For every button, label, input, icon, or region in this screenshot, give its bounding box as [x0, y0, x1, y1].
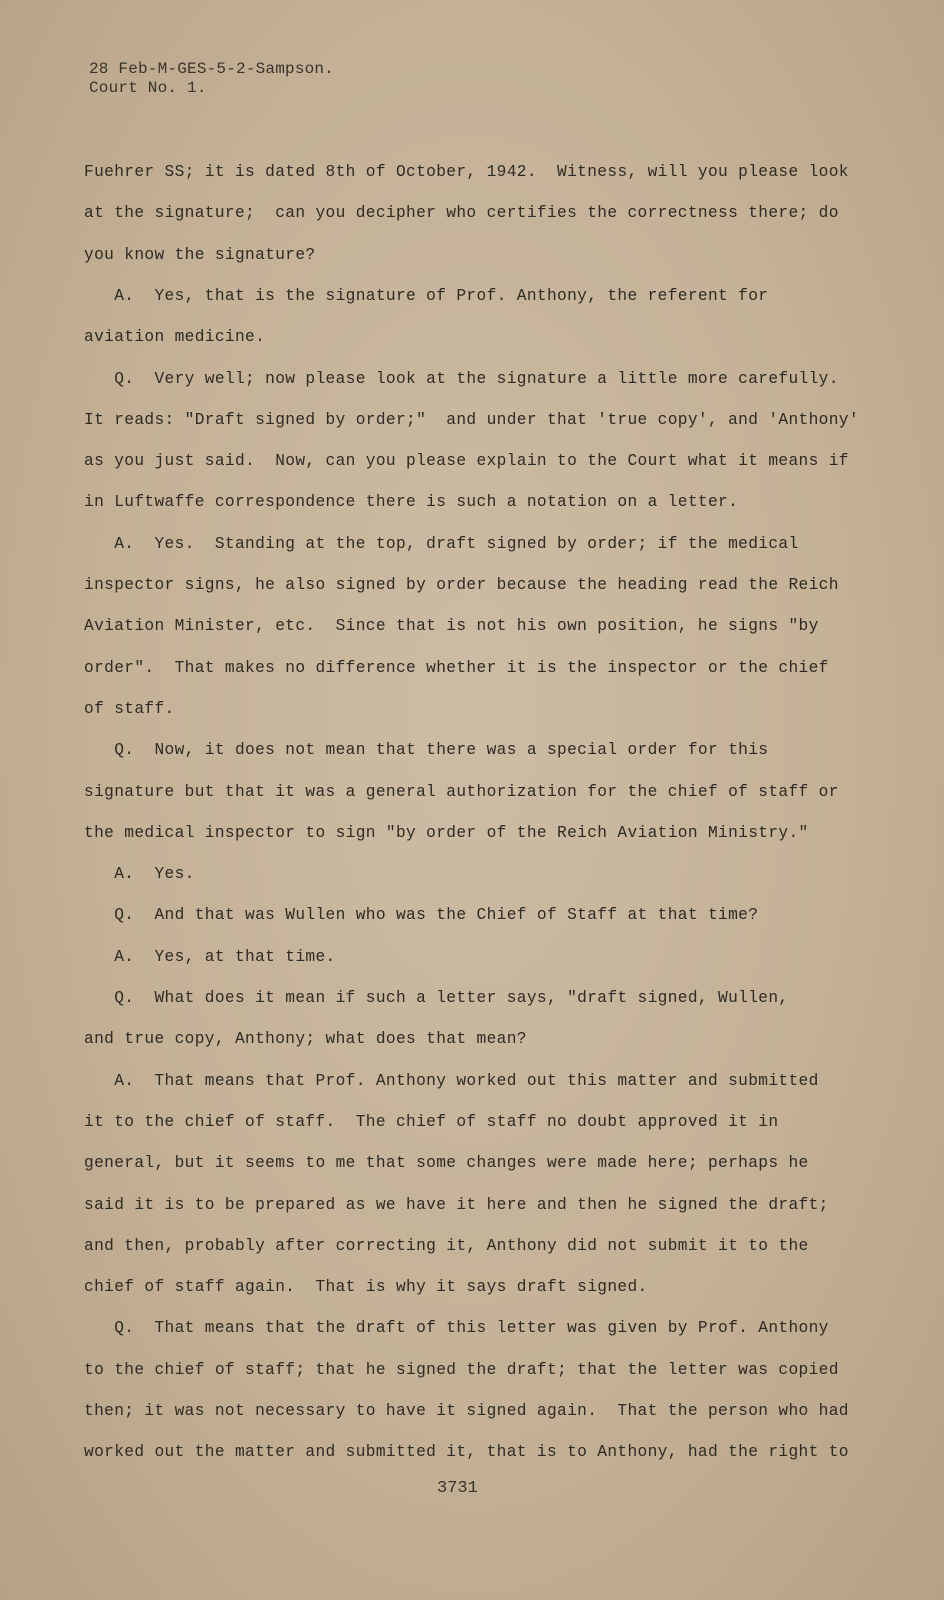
- transcript-line: worked out the matter and submitted it, that is to Anthony, had the right to: [84, 1443, 849, 1462]
- transcript-line: aviation medicine.: [84, 328, 266, 347]
- transcript-line: A. Yes.: [84, 865, 195, 884]
- transcript-line: Q. Very well; now please look at the signature a little more carefully.: [84, 369, 839, 388]
- transcript-line: general, but it seems to me that some changes were made here; perhaps he: [84, 1154, 809, 1173]
- transcript-line: you know the signature?: [84, 245, 316, 264]
- transcript-line: signature but that it was a general authorization for the chief of staff or: [84, 782, 839, 801]
- transcript-line: the medical inspector to sign "by order of the Reich Aviation Ministry.": [84, 823, 809, 842]
- header-line-2: Court No. 1.: [89, 79, 207, 97]
- transcript-line: order". That makes no difference whether it is the inspector or the chief: [84, 658, 829, 677]
- document-header: [89, 60, 334, 98]
- transcript-line: Q. And that was Wullen who was the Chief of Staff at that time?: [84, 906, 759, 925]
- transcript-line: and then, probably after correcting it, Anthony did not submit it to the: [84, 1236, 809, 1255]
- transcript-line: and true copy, Anthony; what does that mean?: [84, 1030, 527, 1049]
- transcript-line: as you just said. Now, can you please explain to the Court what it means if: [84, 452, 849, 471]
- header-line-1: 28 Feb-M-GES-5-2-Sampson.: [89, 60, 335, 78]
- transcript-line: inspector signs, he also signed by order because the heading read the Reich: [84, 576, 839, 594]
- transcript-line: A. That means that Prof. Anthony worked out this matter and submitted: [84, 1071, 819, 1090]
- transcript-line: of staff.: [84, 699, 175, 718]
- page-number: 3731: [437, 1479, 478, 1498]
- transcript-line: Q. Now, it does not mean that there was a special order for this: [84, 741, 769, 760]
- transcript-line: Q. That means that the draft of this letter was given by Prof. Anthony: [84, 1319, 829, 1338]
- transcript-line: then; it was not necessary to have it signed again. That the person who had: [84, 1402, 849, 1420]
- transcript-line: at the signature; can you decipher who certifies the correctness there; do: [84, 204, 839, 223]
- transcript-line: A. Yes. Standing at the top, draft signed by order; if the medical: [84, 534, 799, 553]
- transcript-line: It reads: "Draft signed by order;" and under that 'true copy', and 'Anthony': [84, 410, 859, 429]
- transcript-line: Aviation Minister, etc. Since that is not his own position, he signs "by: [84, 617, 819, 636]
- transcript-line: said it is to be prepared as we have it here and then he signed the draft;: [84, 1195, 829, 1214]
- transcript-line: it to the chief of staff. The chief of staff no doubt approved it in: [84, 1112, 779, 1131]
- transcript-line: Fuehrer SS; it is dated 8th of October, 1942. Witness, will you please look: [84, 163, 849, 181]
- transcript-line: to the chief of staff; that he signed the draft; that the letter was copied: [84, 1360, 839, 1379]
- transcript-line: in Luftwaffe correspondence there is such a notation on a letter.: [84, 493, 739, 512]
- transcript-line: Q. What does it mean if such a letter says, "draft signed, Wullen,: [84, 989, 789, 1007]
- transcript-line: chief of staff again. That is why it says draft signed.: [84, 1278, 648, 1297]
- transcript-line: A. Yes, at that time.: [84, 947, 336, 966]
- transcript-line: A. Yes, that is the signature of Prof. Anthony, the referent for: [84, 286, 769, 305]
